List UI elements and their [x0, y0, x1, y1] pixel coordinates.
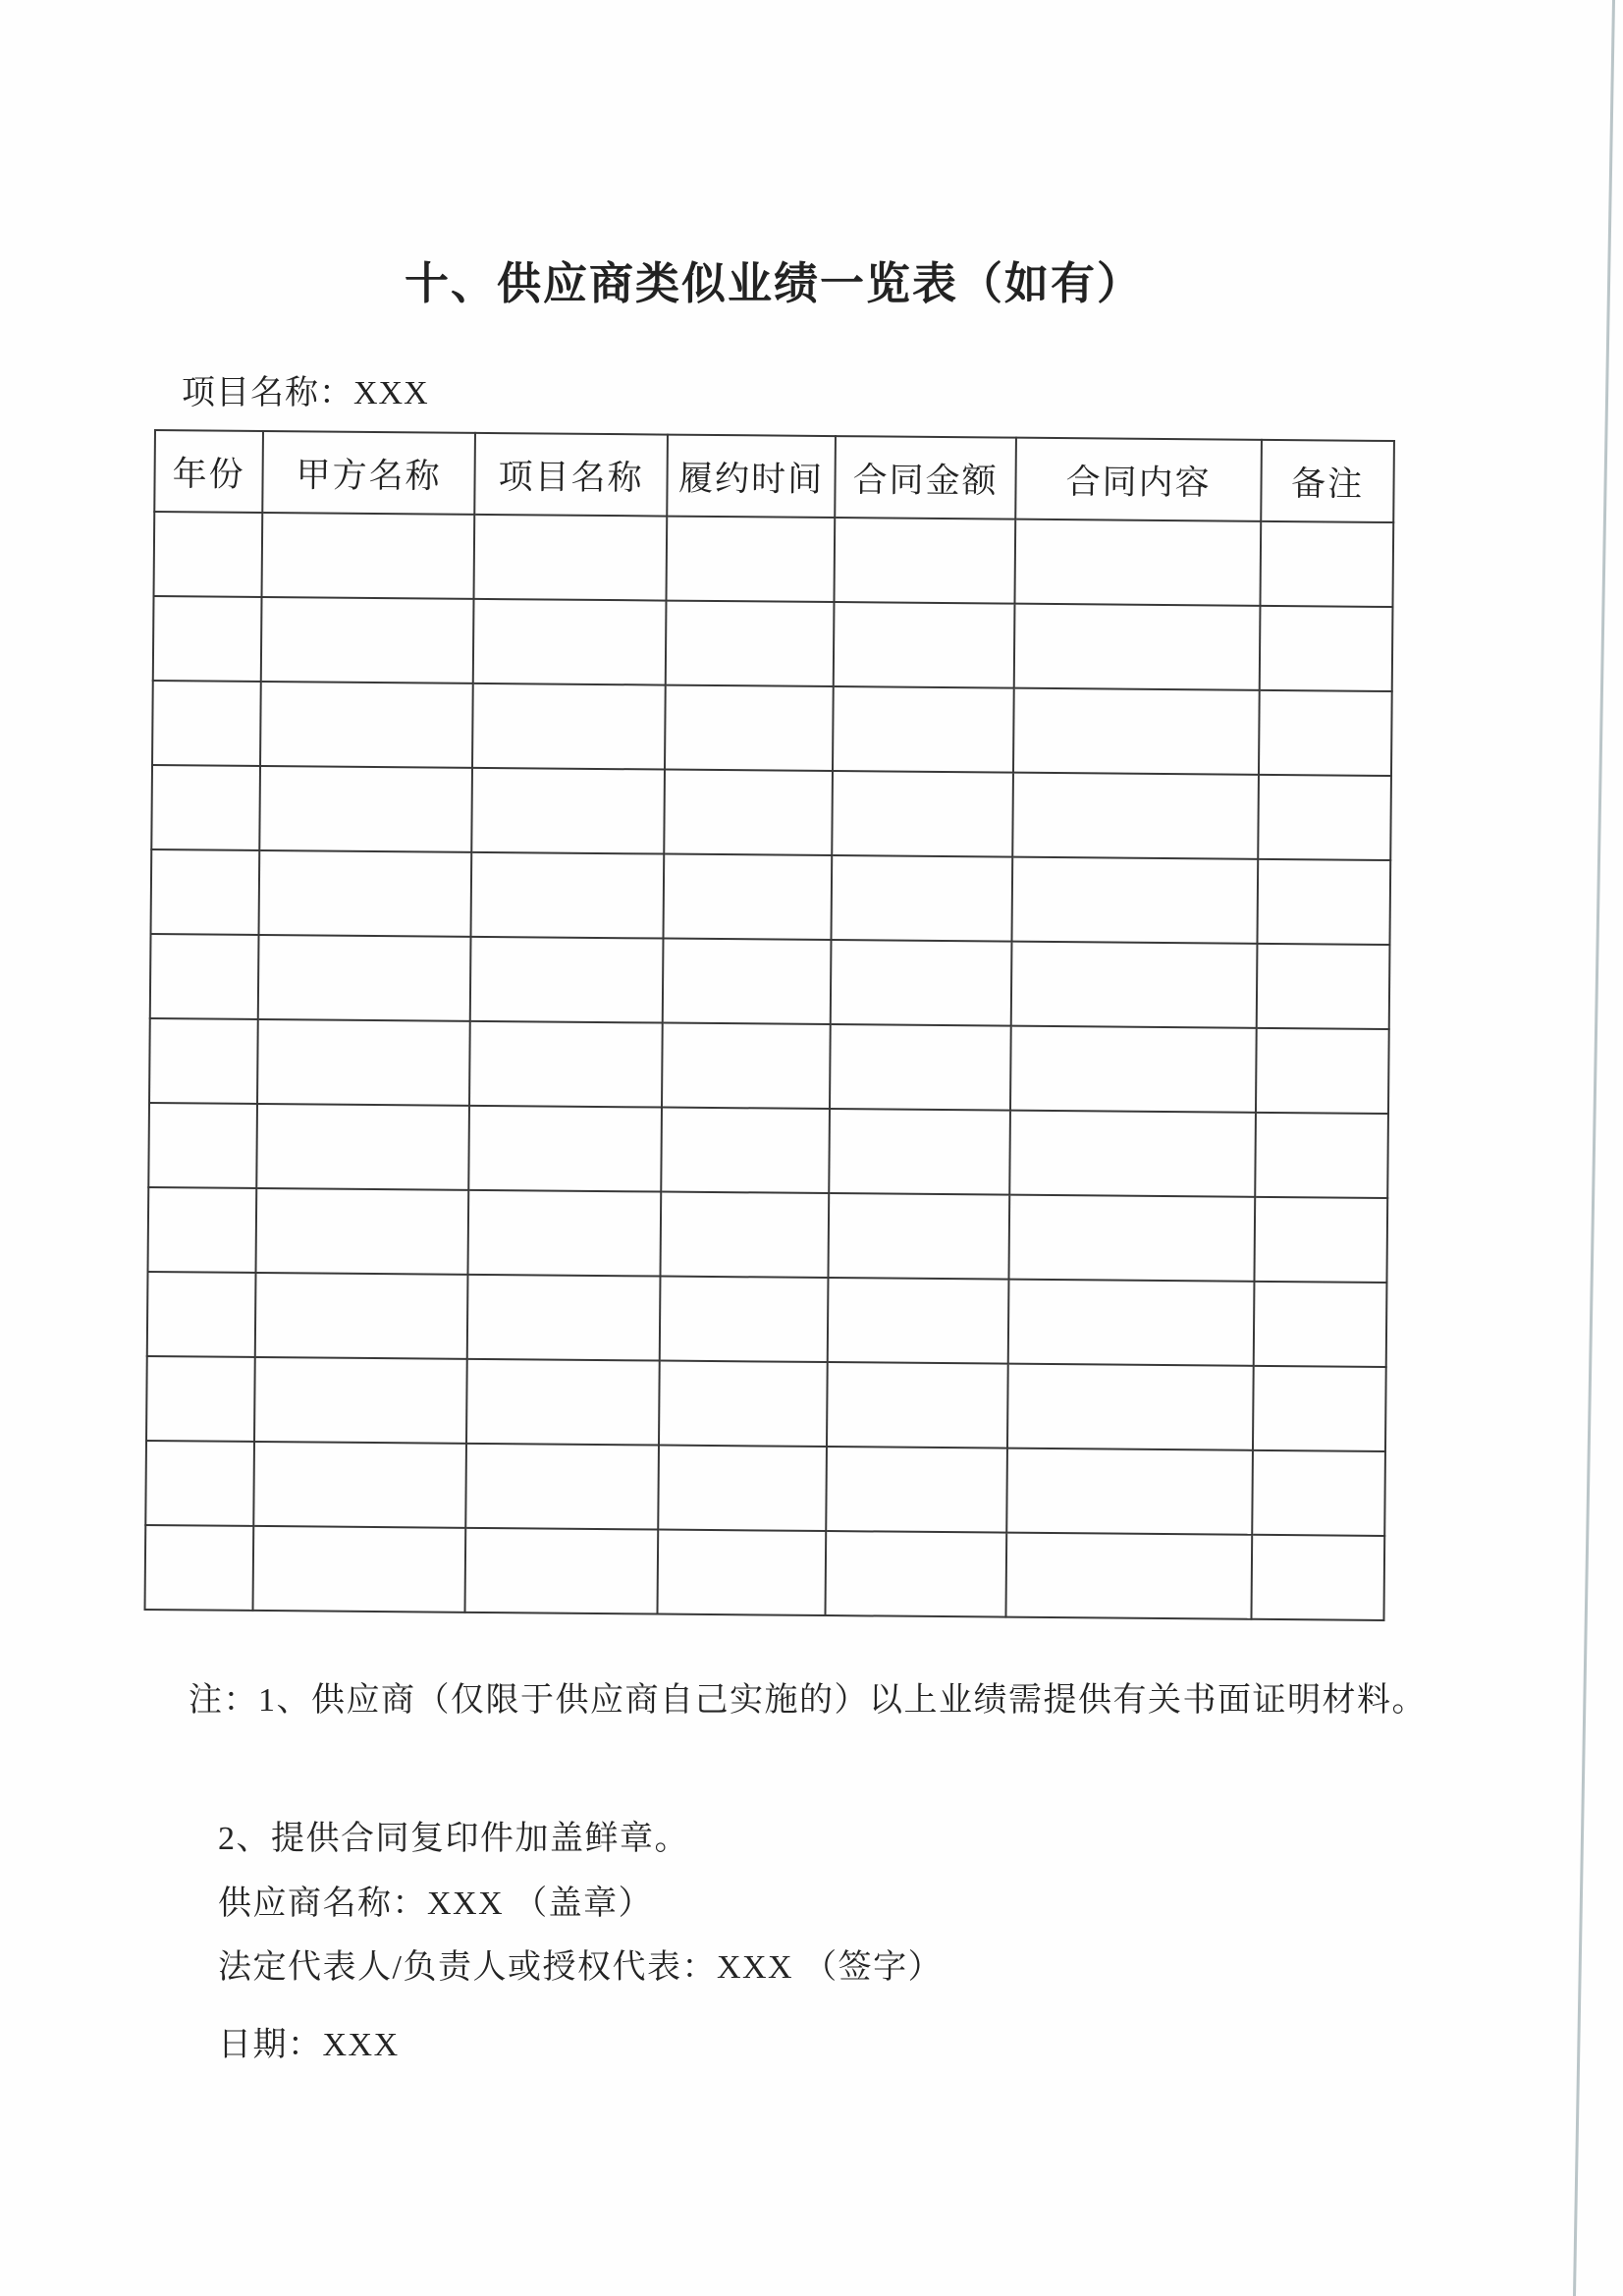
table-cell [666, 517, 835, 602]
note-line-2: 2、提供合同复印件加盖鲜章。 [218, 1821, 689, 1857]
table-cell [1254, 1282, 1387, 1367]
table-cell [830, 1024, 1011, 1111]
table-cell [658, 1446, 827, 1531]
table-cell [259, 766, 472, 852]
table-row [151, 765, 1391, 860]
table-cell [464, 1528, 658, 1614]
table-cell [834, 602, 1015, 688]
table-cell [150, 934, 259, 1019]
column-header: 年份 [154, 430, 263, 513]
table-cell [1009, 1111, 1256, 1197]
table-cell [829, 1109, 1010, 1195]
table-wrapper [144, 429, 1393, 1621]
performance-table [144, 429, 1395, 1621]
column-header: 履约时间 [667, 435, 836, 518]
table-cell [663, 854, 832, 940]
table-row [146, 1356, 1386, 1451]
table-body [145, 512, 1394, 1620]
table-cell [828, 1278, 1009, 1364]
table-cell [148, 1187, 257, 1273]
table-cell [660, 1192, 829, 1278]
column-header: 项目名称 [474, 433, 668, 517]
table-cell [1014, 604, 1261, 690]
table-cell [470, 937, 664, 1023]
table-cell [154, 512, 263, 597]
table-cell [257, 1019, 470, 1106]
table-cell [1253, 1366, 1386, 1451]
table-cell [146, 1356, 255, 1442]
table-cell [1008, 1280, 1255, 1366]
table-row [148, 1187, 1388, 1283]
table-cell [147, 1272, 256, 1357]
table-row [153, 596, 1393, 691]
table-cell [832, 771, 1013, 857]
table-cell [666, 601, 835, 686]
table-cell [468, 1190, 662, 1277]
table-row [152, 681, 1392, 776]
table-cell [258, 935, 471, 1021]
table-cell [833, 686, 1014, 773]
table-cell [254, 1357, 467, 1444]
table-cell [145, 1525, 254, 1611]
table-cell [474, 515, 668, 601]
legal-representative-line: 法定代表人/负责人或授权代表：XXX （签字） [218, 1949, 944, 1986]
table-cell [468, 1106, 662, 1192]
table-cell [260, 682, 473, 768]
table-cell [662, 1023, 831, 1109]
table-cell [1256, 1028, 1389, 1114]
column-header: 甲方名称 [262, 431, 475, 515]
table-cell [1006, 1449, 1253, 1535]
table-row [151, 849, 1391, 945]
table-cell [152, 681, 261, 766]
table-cell [469, 1021, 663, 1108]
table-cell [153, 596, 262, 682]
table-cell [1005, 1533, 1252, 1619]
table-cell [471, 768, 665, 854]
table-cell [831, 855, 1012, 942]
table-cell [1259, 690, 1392, 776]
table-head [154, 430, 1394, 522]
table-cell [467, 1275, 661, 1361]
table-cell [1007, 1364, 1254, 1450]
table-row [145, 1441, 1385, 1536]
table-cell [1258, 775, 1391, 860]
table-cell [828, 1193, 1009, 1280]
table-row [148, 1103, 1388, 1198]
table-cell [149, 1018, 258, 1104]
table-row [149, 1018, 1389, 1114]
table-cell [465, 1444, 659, 1530]
paper-edge-scan-artifact [1573, 0, 1615, 2296]
table-row [147, 1272, 1387, 1367]
table-cell [1260, 606, 1393, 691]
column-header: 合同金额 [835, 436, 1016, 519]
table-row [150, 934, 1390, 1029]
table-cell [665, 685, 834, 771]
table-cell [826, 1447, 1007, 1533]
table-cell [825, 1531, 1006, 1617]
table-cell [1254, 1197, 1387, 1283]
table-cell [259, 850, 472, 937]
table-cell [1014, 519, 1261, 606]
table-cell [1012, 773, 1259, 859]
column-header: 合同内容 [1015, 438, 1262, 521]
table-cell [1010, 1026, 1257, 1113]
table-cell [472, 683, 666, 770]
table-cell [664, 770, 833, 855]
table-cell [151, 849, 260, 935]
table-cell [834, 518, 1015, 604]
table-row [145, 1525, 1385, 1620]
table-cell [255, 1273, 468, 1359]
table-cell [148, 1103, 257, 1188]
table-cell [1013, 688, 1260, 775]
table-cell [151, 765, 260, 850]
table-cell [660, 1277, 829, 1362]
page-title: 十、供应商类似业绩一览表（如有） [404, 259, 1143, 308]
table-cell [256, 1188, 469, 1275]
table-cell [473, 599, 667, 685]
date-line: 日期：XXX [218, 2027, 400, 2063]
table-cell [471, 852, 665, 939]
table-cell [661, 1108, 830, 1193]
project-name-line: 项目名称：XXX [182, 375, 429, 411]
table-cell [262, 513, 475, 599]
note-line-1: 注：1、供应商（仅限于供应商自己实施的）以上业绩需提供有关书面证明材料。 [189, 1682, 1427, 1719]
table-cell [1255, 1113, 1388, 1198]
table-cell [1251, 1535, 1384, 1620]
table-cell [1257, 859, 1390, 945]
table-cell [261, 597, 474, 683]
table-cell [659, 1361, 828, 1447]
table-header-row [154, 430, 1394, 522]
column-header: 备注 [1261, 440, 1394, 522]
table-cell [253, 1526, 466, 1613]
table-cell [253, 1442, 466, 1528]
table-cell [1252, 1450, 1385, 1536]
table-cell [1011, 942, 1258, 1028]
table-cell [256, 1104, 469, 1190]
table-cell [831, 940, 1012, 1026]
table-cell [1260, 521, 1393, 607]
table-cell [145, 1441, 254, 1526]
title-block [154, 247, 1393, 311]
table-cell [827, 1362, 1008, 1449]
table-row [154, 512, 1394, 607]
table-cell [1011, 857, 1258, 944]
table-cell [663, 939, 832, 1024]
table-cell [657, 1530, 826, 1615]
supplier-name-line: 供应商名称：XXX （盖章） [218, 1886, 654, 1922]
table-cell [466, 1359, 660, 1446]
table-cell [1008, 1195, 1255, 1282]
table-cell [1257, 944, 1390, 1029]
